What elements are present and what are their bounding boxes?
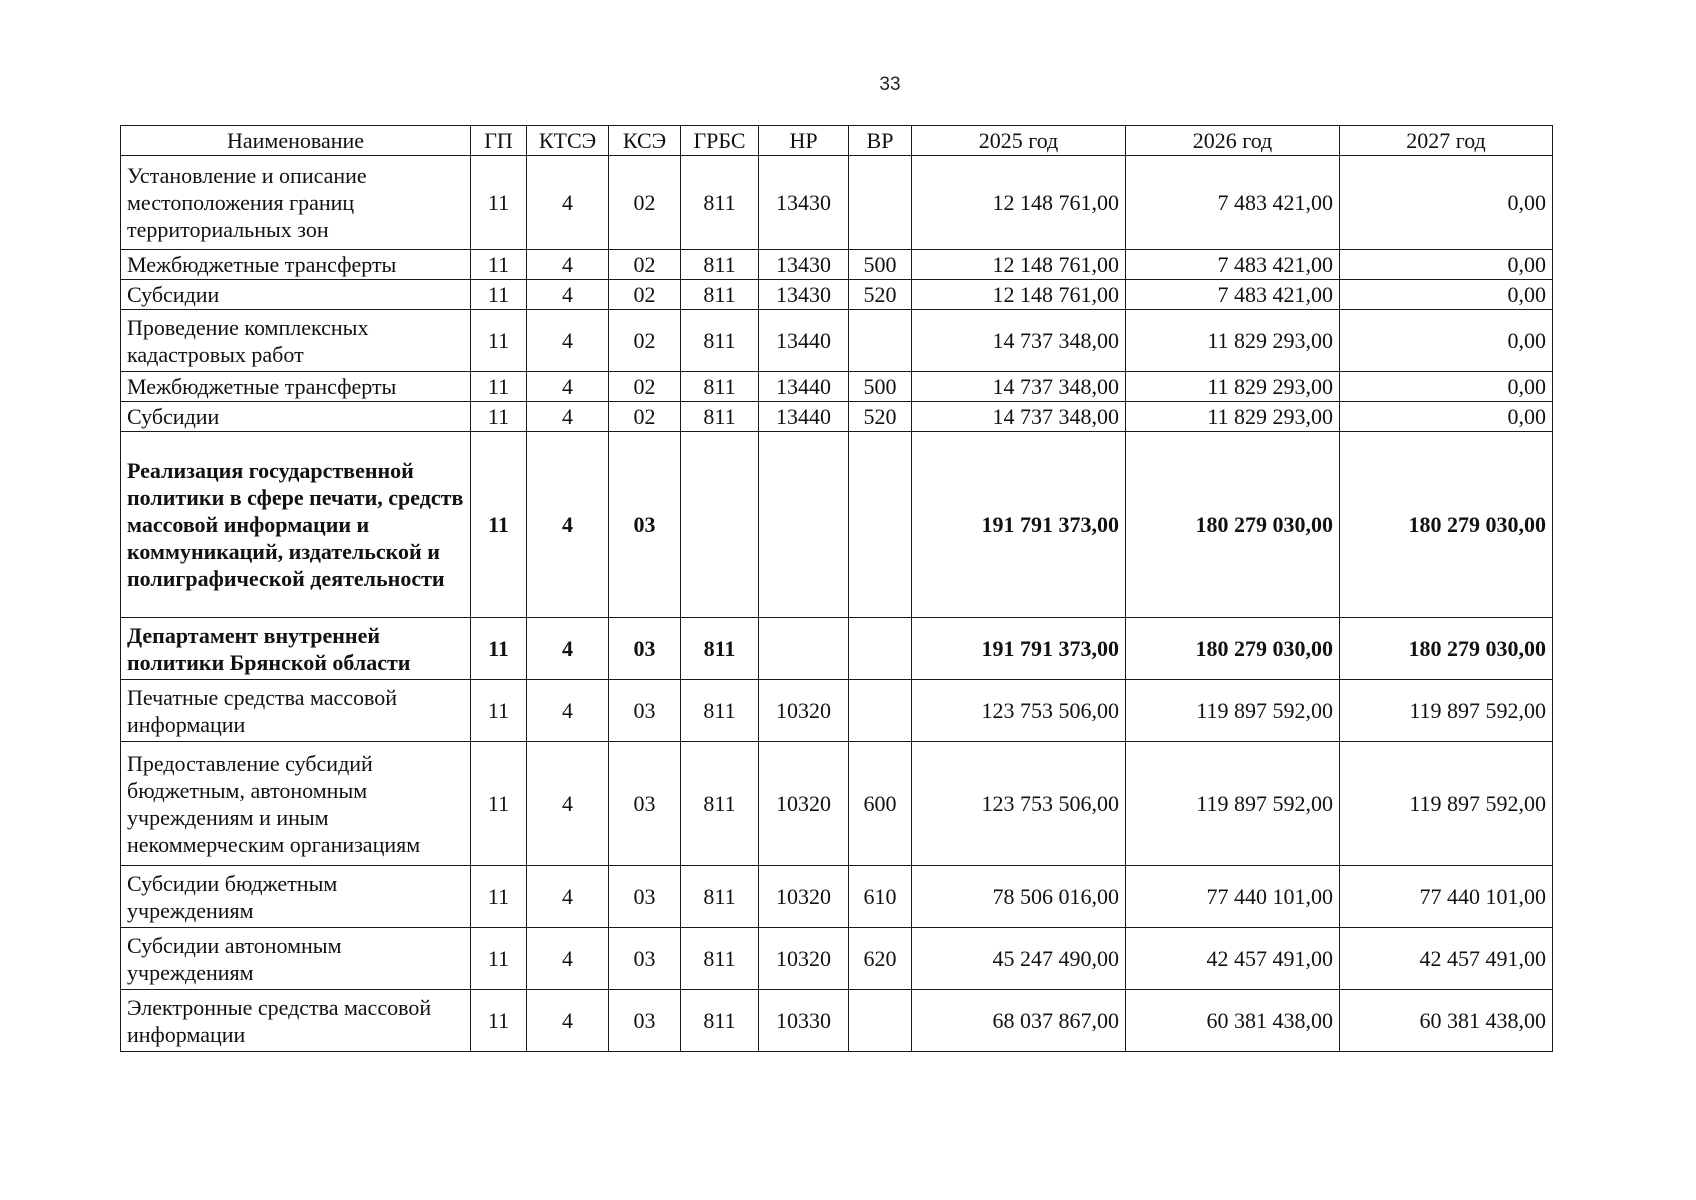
- row-vr: [849, 680, 912, 742]
- row-2027: 0,00: [1340, 372, 1553, 402]
- header-nr: НР: [759, 126, 849, 156]
- row-2027: 119 897 592,00: [1340, 742, 1553, 866]
- row-vr: [849, 310, 912, 372]
- row-gp: 11: [471, 280, 527, 310]
- row-2025: 12 148 761,00: [912, 250, 1126, 280]
- row-gp: 11: [471, 432, 527, 618]
- header-grbs: ГРБС: [681, 126, 759, 156]
- row-gp: 11: [471, 866, 527, 928]
- row-2026: 60 381 438,00: [1126, 990, 1340, 1052]
- page-number: 33: [879, 74, 901, 95]
- row-kse: 02: [609, 372, 681, 402]
- row-2025: 191 791 373,00: [912, 432, 1126, 618]
- row-nr: 10320: [759, 680, 849, 742]
- row-2027: 119 897 592,00: [1340, 680, 1553, 742]
- row-kse: 03: [609, 680, 681, 742]
- row-name: Предоставление субсидий бюджетным, автономным учреждениям и иным некоммерческим организациям: [121, 742, 471, 866]
- table-row: [121, 618, 1553, 680]
- row-vr: 610: [849, 866, 912, 928]
- row-ktse: 4: [527, 928, 609, 990]
- row-2027: 0,00: [1340, 310, 1553, 372]
- row-2025: 78 506 016,00: [912, 866, 1126, 928]
- header-2025: 2025 год: [912, 126, 1126, 156]
- row-2027: 180 279 030,00: [1340, 618, 1553, 680]
- row-grbs: 811: [681, 618, 759, 680]
- row-2026: 119 897 592,00: [1126, 680, 1340, 742]
- row-gp: 11: [471, 402, 527, 432]
- table-row: [121, 280, 1553, 310]
- row-kse: 03: [609, 866, 681, 928]
- row-vr: [849, 156, 912, 250]
- header-gp: ГП: [471, 126, 527, 156]
- row-ktse: 4: [527, 432, 609, 618]
- row-ktse: 4: [527, 866, 609, 928]
- row-kse: 03: [609, 990, 681, 1052]
- row-2026: 42 457 491,00: [1126, 928, 1340, 990]
- header-name: Наименование: [121, 126, 471, 156]
- row-nr: 13430: [759, 280, 849, 310]
- header-2026: 2026 год: [1126, 126, 1340, 156]
- row-nr: 13430: [759, 156, 849, 250]
- row-kse: 02: [609, 280, 681, 310]
- row-2026: 7 483 421,00: [1126, 156, 1340, 250]
- table-row: [121, 402, 1553, 432]
- row-nr: [759, 432, 849, 618]
- row-grbs: 811: [681, 402, 759, 432]
- row-grbs: 811: [681, 680, 759, 742]
- row-name: Межбюджетные трансферты: [121, 250, 471, 280]
- row-ktse: 4: [527, 280, 609, 310]
- header-2027: 2027 год: [1340, 126, 1553, 156]
- row-nr: 13440: [759, 372, 849, 402]
- row-2025: 123 753 506,00: [912, 680, 1126, 742]
- row-kse: 02: [609, 402, 681, 432]
- row-gp: 11: [471, 156, 527, 250]
- row-gp: 11: [471, 250, 527, 280]
- row-2025: 123 753 506,00: [912, 742, 1126, 866]
- row-name: Субсидии автономным учреждениям: [121, 928, 471, 990]
- table-row: [121, 866, 1553, 928]
- row-2027: 42 457 491,00: [1340, 928, 1553, 990]
- row-grbs: 811: [681, 928, 759, 990]
- table-row: [121, 680, 1553, 742]
- row-gp: 11: [471, 742, 527, 866]
- row-ktse: 4: [527, 156, 609, 250]
- header-ktse: КТСЭ: [527, 126, 609, 156]
- row-gp: 11: [471, 618, 527, 680]
- row-grbs: 811: [681, 372, 759, 402]
- row-vr: 620: [849, 928, 912, 990]
- row-kse: 03: [609, 928, 681, 990]
- row-grbs: 811: [681, 156, 759, 250]
- row-ktse: 4: [527, 250, 609, 280]
- row-2026: 180 279 030,00: [1126, 618, 1340, 680]
- row-2025: 14 737 348,00: [912, 310, 1126, 372]
- row-vr: 520: [849, 280, 912, 310]
- table-row: [121, 990, 1553, 1052]
- row-grbs: 811: [681, 990, 759, 1052]
- row-2027: 0,00: [1340, 156, 1553, 250]
- header-vr: ВР: [849, 126, 912, 156]
- budget-table: [120, 125, 1553, 1052]
- row-ktse: 4: [527, 742, 609, 866]
- row-kse: 02: [609, 156, 681, 250]
- row-kse: 02: [609, 310, 681, 372]
- row-vr: 520: [849, 402, 912, 432]
- row-name: Проведение комплексных кадастровых работ: [121, 310, 471, 372]
- row-2026: 7 483 421,00: [1126, 280, 1340, 310]
- row-vr: 500: [849, 250, 912, 280]
- row-kse: 03: [609, 618, 681, 680]
- row-grbs: 811: [681, 280, 759, 310]
- row-ktse: 4: [527, 402, 609, 432]
- row-2025: 14 737 348,00: [912, 372, 1126, 402]
- row-gp: 11: [471, 372, 527, 402]
- row-gp: 11: [471, 310, 527, 372]
- row-vr: [849, 432, 912, 618]
- row-2026: 77 440 101,00: [1126, 866, 1340, 928]
- row-nr: 10320: [759, 866, 849, 928]
- table-row: [121, 156, 1553, 250]
- row-nr: 13440: [759, 310, 849, 372]
- row-2025: 45 247 490,00: [912, 928, 1126, 990]
- row-ktse: 4: [527, 310, 609, 372]
- row-ktse: 4: [527, 680, 609, 742]
- row-ktse: 4: [527, 990, 609, 1052]
- row-2026: 11 829 293,00: [1126, 402, 1340, 432]
- table-row: [121, 432, 1553, 618]
- row-vr: [849, 990, 912, 1052]
- row-2027: 0,00: [1340, 402, 1553, 432]
- row-name: Департамент внутренней политики Брянской области: [121, 618, 471, 680]
- row-2025: 191 791 373,00: [912, 618, 1126, 680]
- row-grbs: [681, 432, 759, 618]
- row-2026: 180 279 030,00: [1126, 432, 1340, 618]
- row-2026: 11 829 293,00: [1126, 372, 1340, 402]
- row-name: Межбюджетные трансферты: [121, 372, 471, 402]
- row-nr: [759, 618, 849, 680]
- row-kse: 03: [609, 432, 681, 618]
- row-gp: 11: [471, 680, 527, 742]
- row-ktse: 4: [527, 618, 609, 680]
- table-row: [121, 928, 1553, 990]
- row-vr: [849, 618, 912, 680]
- row-nr: 13440: [759, 402, 849, 432]
- row-name: Печатные средства массовой информации: [121, 680, 471, 742]
- row-ktse: 4: [527, 372, 609, 402]
- row-name: Субсидии: [121, 280, 471, 310]
- row-kse: 03: [609, 742, 681, 866]
- row-2025: 68 037 867,00: [912, 990, 1126, 1052]
- table-row: [121, 310, 1553, 372]
- row-name: Реализация государственной политики в сфере печати, средств массовой информации и коммуникаций, издательской и полиграфической деятельности: [121, 432, 471, 618]
- row-2025: 12 148 761,00: [912, 280, 1126, 310]
- row-name: Субсидии: [121, 402, 471, 432]
- table-row: [121, 250, 1553, 280]
- row-grbs: 811: [681, 310, 759, 372]
- row-grbs: 811: [681, 866, 759, 928]
- row-nr: 13430: [759, 250, 849, 280]
- row-kse: 02: [609, 250, 681, 280]
- row-2027: 0,00: [1340, 250, 1553, 280]
- row-grbs: 811: [681, 742, 759, 866]
- row-2025: 14 737 348,00: [912, 402, 1126, 432]
- row-nr: 10320: [759, 742, 849, 866]
- table-header-row: [121, 126, 1553, 156]
- row-2026: 7 483 421,00: [1126, 250, 1340, 280]
- row-grbs: 811: [681, 250, 759, 280]
- row-gp: 11: [471, 928, 527, 990]
- row-vr: 600: [849, 742, 912, 866]
- row-2027: 60 381 438,00: [1340, 990, 1553, 1052]
- row-nr: 10330: [759, 990, 849, 1052]
- row-2025: 12 148 761,00: [912, 156, 1126, 250]
- row-nr: 10320: [759, 928, 849, 990]
- row-2027: 180 279 030,00: [1340, 432, 1553, 618]
- row-name: Установление и описание местоположения границ территориальных зон: [121, 156, 471, 250]
- row-2026: 11 829 293,00: [1126, 310, 1340, 372]
- row-2026: 119 897 592,00: [1126, 742, 1340, 866]
- row-vr: 500: [849, 372, 912, 402]
- row-2027: 77 440 101,00: [1340, 866, 1553, 928]
- row-name: Электронные средства массовой информации: [121, 990, 471, 1052]
- header-kse: КСЭ: [609, 126, 681, 156]
- table-row: [121, 372, 1553, 402]
- row-gp: 11: [471, 990, 527, 1052]
- row-name: Субсидии бюджетным учреждениям: [121, 866, 471, 928]
- row-2027: 0,00: [1340, 280, 1553, 310]
- table-row: [121, 742, 1553, 866]
